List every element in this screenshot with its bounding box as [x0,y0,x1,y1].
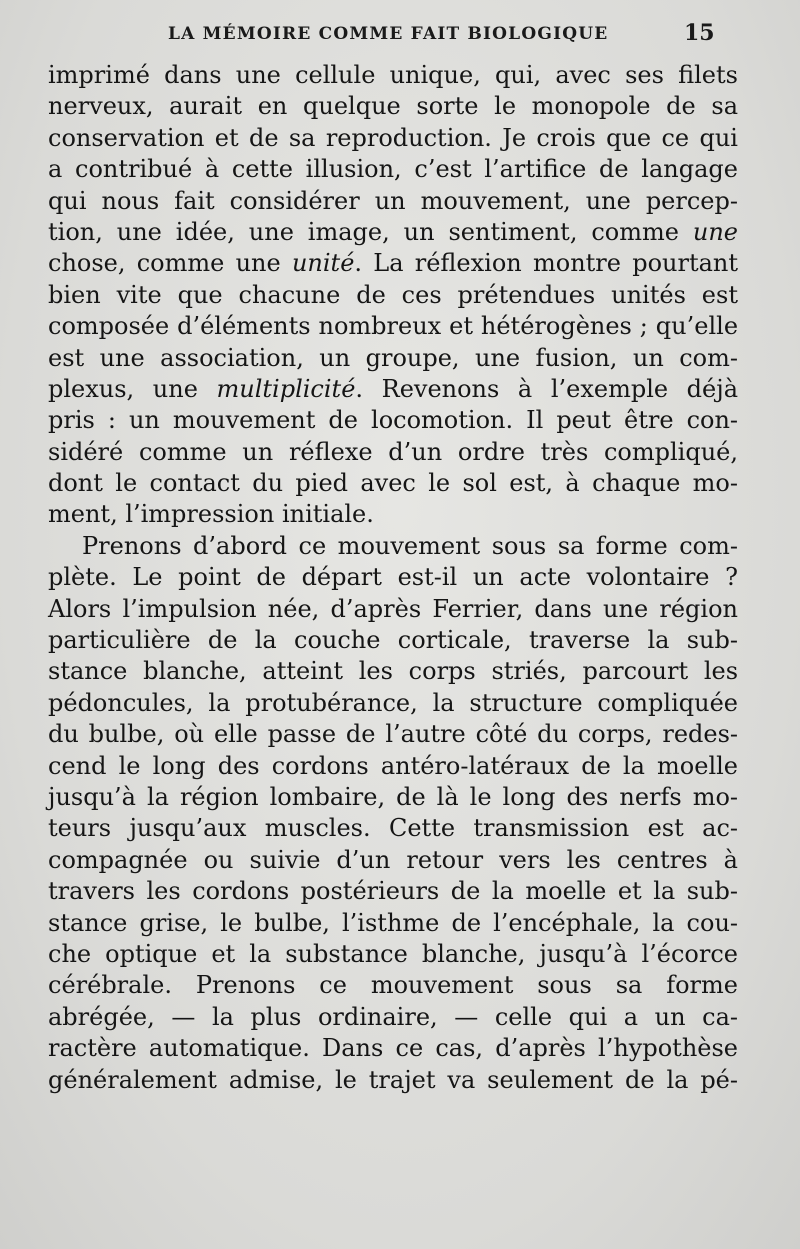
line-text: bien vite que chacune de ces prétendues unités est [48,280,738,309]
text-segment: plexus, une [48,374,217,403]
line-text: a contribué à cette illusion, c’est l’artifice de langage [48,155,738,184]
line-text: particulière de la couche corticale, traverse la sub- [48,626,738,655]
line-text: généralement admise, le trajet va seulement de la pé- [48,1065,738,1094]
page-header [0,22,800,52]
line-text [48,374,738,405]
line-text: cérébrale. Prenons ce mouvement sous sa forme [48,971,738,1000]
line-text: abrégée, — la plus ordinaire, — celle qui a un ca- [48,1002,739,1031]
text-line [48,60,738,91]
text-line [48,405,738,436]
text-line [48,751,738,782]
text-line [48,625,738,656]
line-text: sidéré comme un réflexe d’un ordre très compliqué, [48,437,739,466]
line-text: est une association, un groupe, une fusion, un com- [48,343,738,372]
text-line [48,908,738,939]
text-segment: chose, comme une [48,249,292,278]
line-text: cend le long des cordons antéro-latéraux de la moelle [48,751,738,780]
text-line [48,562,738,593]
line-text: imprimé dans une cellule unique, qui, avec ses filets [48,61,738,89]
line-text: stance grise, le bulbe, l’isthme de l’encéphale, la cou- [48,908,739,937]
line-text: jusqu’à la région lombaire, de là le long des nerfs mo- [48,782,739,811]
text-segment: . La réflexion montre pourtant [354,249,739,278]
text-line [48,123,738,154]
text-line [48,813,738,844]
line-text: Alors l’impulsion née, d’après Ferrier, dans une région [48,594,739,623]
text-line [48,217,738,248]
text-line [48,374,738,405]
text-line [48,1002,738,1033]
page-number: 15 [684,20,715,46]
italic-word: multiplicité [216,374,356,403]
text-line [48,939,738,970]
line-text: pris : un mouvement de locomotion. Il peut être con- [48,406,739,435]
text-line [48,1033,738,1064]
line-text [48,217,738,248]
line-text: composée d’éléments nombreux et hétérogènes ; qu’elle [48,312,739,341]
text-line [48,248,738,279]
line-text: plète. Le point de départ est-il un acte volontaire ? [48,563,739,592]
text-line [48,594,738,625]
italic-word: unité [291,249,355,278]
line-text: nerveux, aurait en quelque sorte le monopole de sa [48,92,738,121]
text-line [48,688,738,719]
line-text: compagnée ou suivie d’un retour vers les centres à [48,845,738,874]
line-text: travers les cordons postérieurs de la moelle et la sub- [48,877,738,906]
text-line [48,280,738,311]
line-text: che optique et la substance blanche, jusqu’à l’écorce [48,939,738,968]
line-text: ment, l’impression initiale. [48,500,374,529]
text-segment: tion, une idée, une image, un sentiment, comme [48,217,693,246]
text-line [48,186,738,217]
text-segment: . Revenons à l’exemple déjà [355,374,739,403]
text-line [48,499,738,530]
text-line [48,437,738,468]
line-text: qui nous fait considérer un mouvement, une percep- [48,186,738,215]
text-line [48,1065,738,1096]
line-text: conservation et de sa reproduction. Je crois que ce qui [48,123,738,152]
line-text: teurs jusqu’aux muscles. Cette transmission est ac- [48,814,738,843]
body-text [48,60,738,1096]
line-text [48,248,738,279]
text-line [48,845,738,876]
text-line [48,876,738,907]
line-text: ractère automatique. Dans ce cas, d’après l’hypothèse [48,1034,738,1063]
text-line [48,468,738,499]
text-line [48,311,738,342]
text-line [48,656,738,687]
text-line [48,343,738,374]
text-line [48,970,738,1001]
text-line [48,91,738,122]
line-text: du bulbe, où elle passe de l’autre côté du corps, redes- [48,720,739,749]
line-text: pédoncules, la protubérance, la structure compliquée [48,688,738,717]
line-text: dont le contact du pied avec le sol est, à chaque mo- [48,469,738,498]
text-line [48,531,738,562]
text-line [48,782,738,813]
text-line [48,154,738,185]
line-text: stance blanche, atteint les corps striés, parcourt les [48,657,739,686]
line-text: Prenons d’abord ce mouvement sous sa forme com- [82,531,738,560]
text-line [48,719,738,750]
italic-word: une [692,217,739,246]
running-title: LA MÉMOIRE COMME FAIT BIOLOGIQUE [168,24,609,44]
